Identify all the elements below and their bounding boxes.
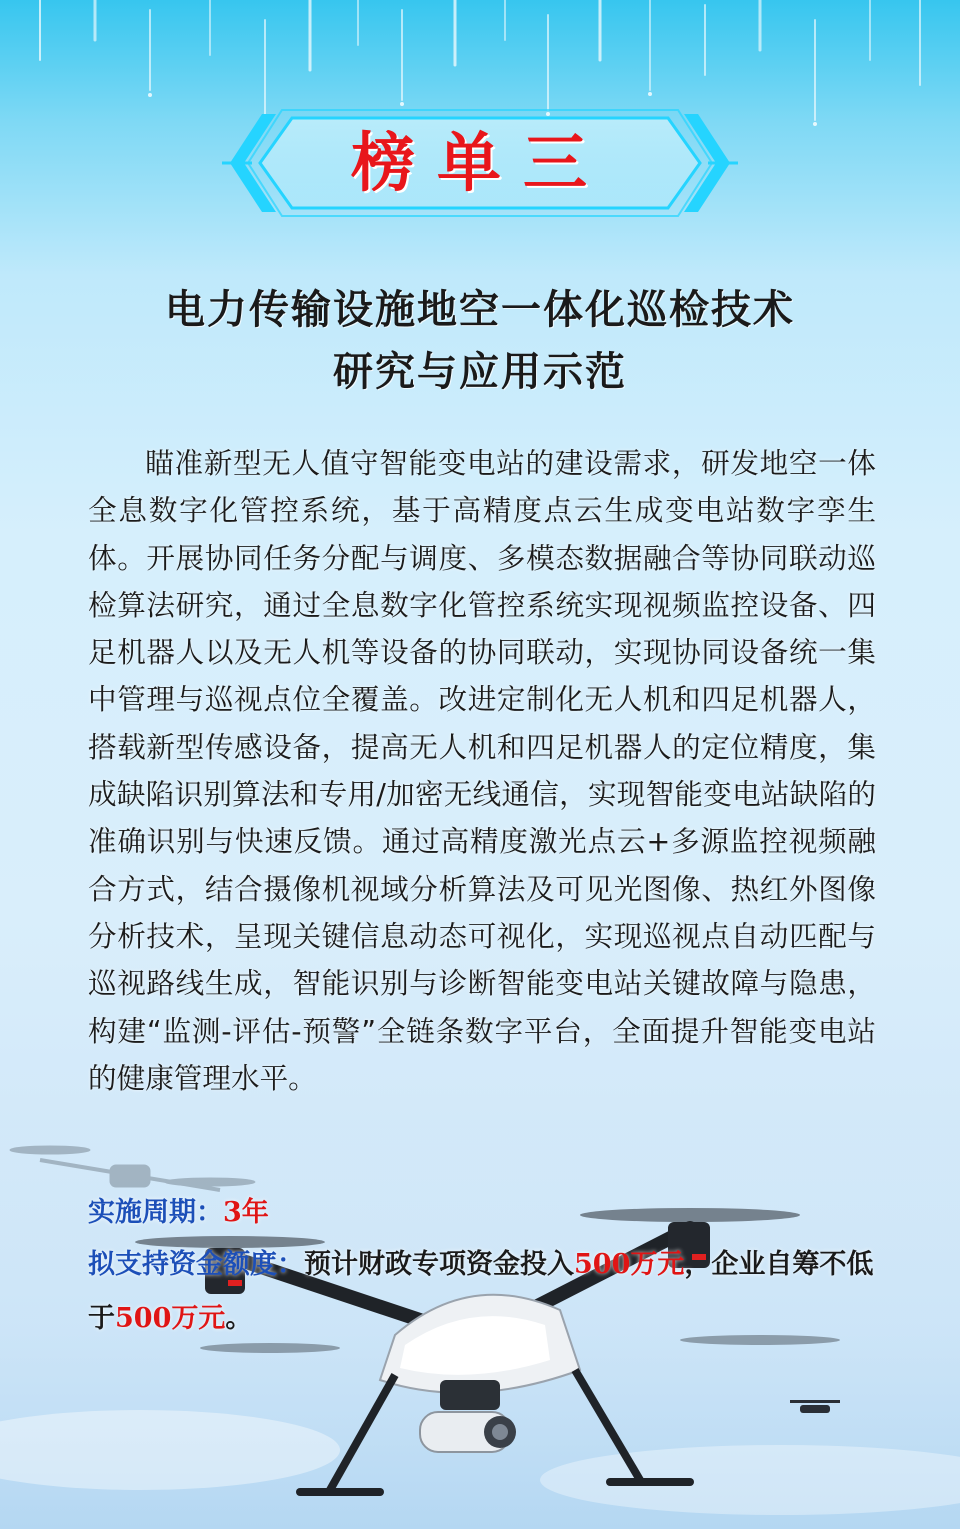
funding-amount-2: 500万元: [115, 1303, 226, 1334]
funding-text-1: 预计财政专项资金投入: [304, 1249, 574, 1280]
funding-amount-1: 500万元: [574, 1249, 685, 1280]
period-value: 3年: [223, 1197, 269, 1228]
funding-info: [88, 1238, 878, 1346]
implementation-period: [88, 1186, 878, 1240]
funding-label: 拟支持资金额度：: [88, 1249, 304, 1280]
period-label: 实施周期：: [88, 1197, 223, 1228]
headline-line-2: 研究与应用示范: [333, 348, 627, 395]
funding-text-2: ，企业自筹不低于: [88, 1249, 874, 1334]
funding-text-3: 。: [225, 1303, 253, 1334]
badge-title: 榜单三: [351, 126, 609, 201]
project-description: 瞄准新型无人值守智能变电站的建设需求，研发地空一体全息数字化管控系统，基于高精度点云生成变电站数字孪生体。开展协同任务分配与调度、多模态数据融合等协同联动巡检算法研究，通过全息数字化管控系统实现视频监控设备、四足机器人以及无人机等设备的协同联动，实现协同设备统一集中管理与巡视点位全覆盖。改进定制化无人机和四足机器人，搭载新型传感设备，提高无人机和四足机器人的定位精度，集成缺陷识别算法和专用/加密无线通信，实现智能变电站缺陷的准确识别与快速反馈。通过高精度激光点云+多源监控视频融合方式，结合摄像机视域分析算法及可见光图像、热红外图像分析技术，呈现关键信息动态可视化，实现巡视点自动匹配与巡视路线生成，智能识别与诊断智能变电站关键故障与隐患，构建“监测-评估-预警”全链条数字平台，全面提升智能变电站的健康管理水平。: [88, 446, 876, 1095]
headline-line-1: 电力传输设施地空一体化巡检技术: [165, 286, 795, 333]
